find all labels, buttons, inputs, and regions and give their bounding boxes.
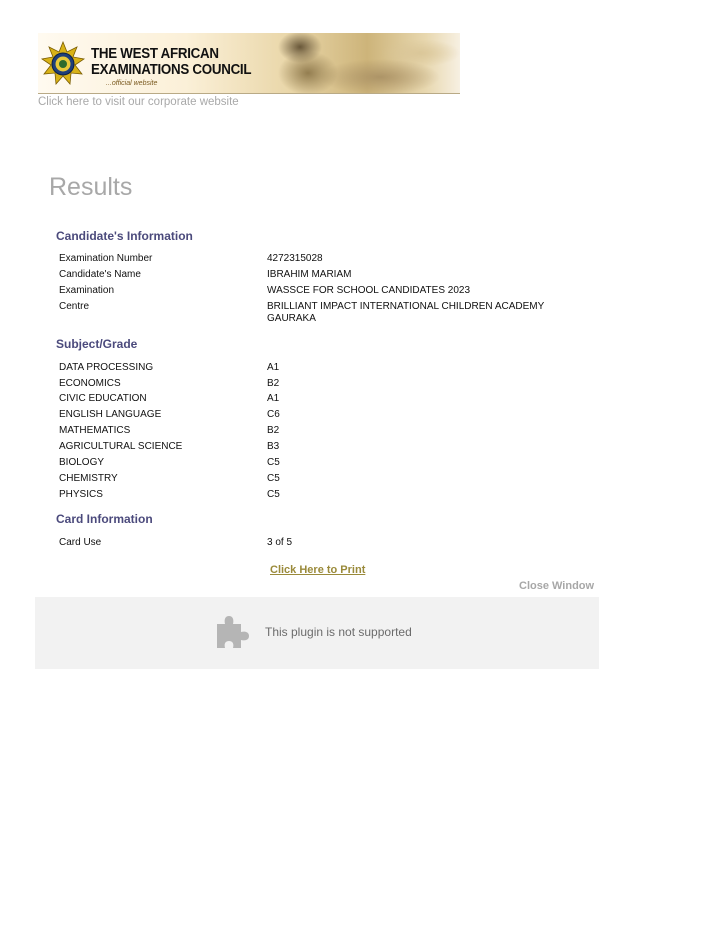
plugin-message: This plugin is not supported [265, 625, 412, 639]
subject-grade: A1 [267, 393, 280, 404]
card-use-value: 3 of 5 [267, 537, 293, 548]
corporate-website-link[interactable]: Click here to visit our corporate website [38, 96, 239, 108]
council-name-line1: THE WEST AFRICAN [91, 46, 219, 62]
subject-grade: B2 [267, 425, 280, 436]
waec-logo-icon [40, 41, 86, 87]
subject-row [59, 457, 280, 469]
info-row-examination [59, 285, 471, 297]
subject-grade: C5 [267, 457, 280, 468]
info-value: IBRAHIM MARIAM [267, 269, 352, 280]
subject-name: AGRICULTURAL SCIENCE [59, 441, 183, 452]
subject-grade: B2 [267, 378, 280, 389]
official-website-tagline: ...official website [106, 80, 158, 87]
info-row-exam-number [59, 253, 323, 265]
centre-name-line1: BRILLIANT IMPACT INTERNATIONAL CHILDREN ACADEMY [267, 301, 545, 312]
candidate-info-heading: Candidate's Information [56, 229, 193, 243]
subject-row [59, 425, 280, 437]
subject-row [59, 378, 280, 390]
page-title: Results [49, 173, 133, 201]
subject-row [59, 473, 280, 485]
subject-row [59, 409, 280, 421]
waec-header-banner[interactable] [38, 33, 460, 94]
subject-grade-heading: Subject/Grade [56, 337, 138, 351]
council-name [91, 46, 251, 78]
subject-name: CHEMISTRY [59, 473, 118, 484]
card-info-heading: Card Information [56, 512, 153, 526]
subject-name: ENGLISH LANGUAGE [59, 409, 162, 420]
council-name-line2: EXAMINATIONS COUNCIL [91, 62, 252, 78]
subject-row [59, 441, 280, 453]
subject-grade: B3 [267, 441, 280, 452]
subject-name: PHYSICS [59, 489, 103, 500]
subject-name: DATA PROCESSING [59, 362, 154, 373]
subject-grade: C5 [267, 489, 280, 500]
subject-row [59, 393, 280, 405]
centre-name-line2: GAURAKA [267, 313, 316, 324]
info-row-candidate-name [59, 269, 352, 281]
info-value [267, 301, 567, 325]
info-label: Centre [59, 301, 90, 312]
close-window-link[interactable]: Close Window [519, 580, 595, 592]
print-link[interactable]: Click Here to Print [270, 564, 366, 576]
subject-grade: C5 [267, 473, 280, 484]
info-label: Examination [59, 285, 115, 296]
subject-name: ECONOMICS [59, 378, 121, 389]
card-use-row [59, 537, 293, 549]
subject-row [59, 489, 280, 501]
subject-name: CIVIC EDUCATION [59, 393, 147, 404]
info-value: 4272315028 [267, 253, 323, 264]
card-use-label: Card Use [59, 537, 102, 548]
subject-row [59, 362, 280, 374]
subject-name: BIOLOGY [59, 457, 105, 468]
plugin-placeholder [35, 597, 599, 669]
info-value: WASSCE FOR SCHOOL CANDIDATES 2023 [267, 285, 471, 296]
puzzle-piece-icon [213, 612, 253, 652]
info-label: Examination Number [59, 253, 153, 264]
header-photo [260, 33, 460, 93]
info-row-centre [59, 301, 545, 324]
info-label: Candidate's Name [59, 269, 141, 280]
subject-grade: C6 [267, 409, 280, 420]
subject-name: MATHEMATICS [59, 425, 131, 436]
subject-grade: A1 [267, 362, 280, 373]
